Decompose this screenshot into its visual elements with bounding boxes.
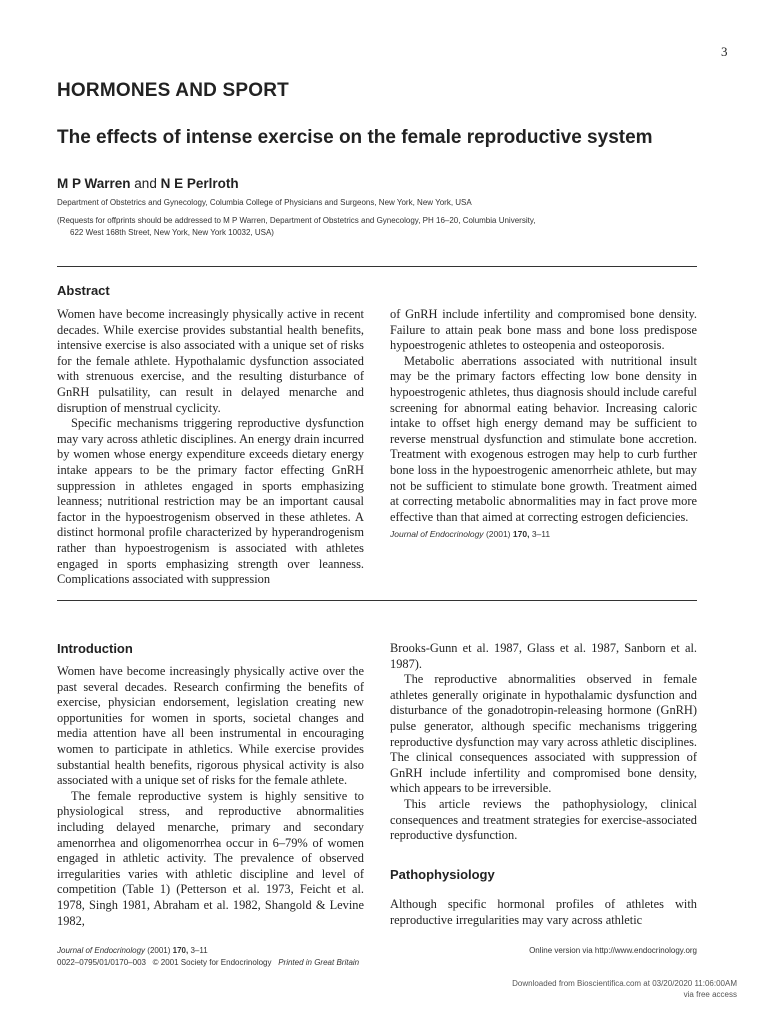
introduction-right-column <box>390 641 697 844</box>
page-number: 3 <box>721 44 728 59</box>
abstract-paragraph: Women have become increasingly physically active in recent decades. While exercise provides substantial health benefits, intensive exercise is also associated with a unique set of risks for the female athlete. Hypothalamic dysfunction associated with strenuous exercise, and the resulting disturbance of GnRH pulsatility, can result in delayed menarche and disruption of menstrual cyclicity. <box>57 307 364 415</box>
footer-citation <box>57 945 208 956</box>
intro-paragraph: The reproductive abnormalities observed in female athletes generally originate in hypothalamic dysfunction and disturbance of the gonadotropin-releasing hormone (GnRH) pulse generator, although specific mechanisms triggering reproductive dysfunction may vary across athletic disciplines. The clinical consequences associated with suppression of GnRH include infertility and compromised bone density, which appears to be irreversible. <box>390 672 697 796</box>
footer-year: (2001) <box>147 946 171 955</box>
download-access: via free access <box>683 990 737 999</box>
author-perlroth: N E Perlroth <box>160 176 239 191</box>
offprint-request <box>57 215 637 239</box>
abstract-paragraph: Metabolic aberrations associated with nutritional insult may be the primary factors effecting low bone density in hypoestrogenic athletes, thus diagnosis should include careful screening for abnormal eating behavior. Increasing caloric intake to offset high energy demand may be sufficient to reverse menstrual dysfunction and stimulate bone accretion. Treatment with exogenous estrogen may help to curb further bone loss in the hypoestrogenic amenorrheic athlete, but may not be sufficient to stimulate bone growth. Treatment aimed at correcting metabolic abnormalities may in fact prove more effective than that aimed at correcting estrogen deficiencies. <box>390 353 697 524</box>
introduction-left-column <box>57 664 364 929</box>
intro-paragraph: The female reproductive system is highly sensitive to physiological stress, and reproductive abnormalities including delayed menarche, primary and secondary amenorrhea and oligomenorrhea occur in 6–79% of women engaged in athletic activity. The prevalence of observed irregularities varies with athletic discipline and level of competition (Table 1) (Petterson et al. 1973, Feicht et al. 1978, Singh 1981, Abraham et al. 1982, Shangold & Levine 1982, <box>57 788 364 928</box>
pathophysiology-column <box>390 897 697 928</box>
abstract-paragraph: Specific mechanisms triggering reproductive dysfunction may vary across athletic disciplines. An energy drain incurred by women whose energy expenditure exceeds dietary energy intake appears to be the primary factor effecting GnRH suppression in athletes engaged in sports emphasizing leanness; nutritional restriction may be an important causal factor in the hypoestrogenism observed in these athletes. A distinct hormonal profile characterized by hyperandrogenism rather than hypoestrogenism is associated with athletes engaged in sports emphasizing strength over leanness. Complications associated with suppression <box>57 416 364 587</box>
citation-journal: Journal of Endocrinology <box>390 529 484 540</box>
footer-issn: 0022–0795/01/0170–003 <box>57 958 146 967</box>
footer-pages: 3–11 <box>190 946 208 955</box>
footer-online: Online version via http://www.endocrinology.org <box>529 946 697 955</box>
abstract-paragraph: of GnRH include infertility and compromised bone density. Failure to attain peak bone mass and bone loss predispose hypoestrogenic athletes to osteopenia and osteoporosis. <box>390 307 697 353</box>
abstract-left-column <box>57 307 364 588</box>
download-line: Downloaded from Bioscientifica.com at 03/20/2020 11:06:00AM <box>512 979 737 988</box>
section-title: HORMONES AND SPORT <box>57 80 289 101</box>
footer-copyright-line <box>57 957 359 968</box>
footer-volume: 170, <box>172 946 189 955</box>
offprint-request-line1: (Requests for offprints should be addressed to M P Warren, Department of Obstetrics and Gynecology, PH 16–20, Columbia University, <box>57 216 536 225</box>
abstract-bottom-divider <box>57 600 697 601</box>
citation-pages: 3–11 <box>531 529 551 540</box>
article-title: The effects of intense exercise on the female reproductive system <box>57 127 653 148</box>
download-notice <box>512 978 737 1000</box>
patho-paragraph: Although specific hormonal profiles of athletes with reproductive irregularities may vary across athletic <box>390 897 697 927</box>
author-conjunction: and <box>134 176 157 191</box>
intro-paragraph: Women have become increasingly physically active over the past several decades. Research confirming the benefits of exercise, physician endorsement, legislation creating new opportunities for women in sports, societal changes and media attention have all been instrumental in encouraging women to participate in athletics. While exercise provides substantial health benefits, rigorous physical activity is also associated with a unique set of risks for the female athlete. <box>57 664 364 788</box>
citation-year: (2001) <box>485 529 511 540</box>
footer-printed: Printed in Great Britain <box>278 958 360 967</box>
top-divider <box>57 266 697 267</box>
intro-paragraph: This article reviews the pathophysiology, clinical consequences and treatment strategies for exercise-associated reproductive dysfunction. <box>390 796 697 843</box>
intro-paragraph: Brooks-Gunn et al. 1987, Glass et al. 1987, Sanborn et al. 1987). <box>390 641 697 671</box>
offprint-request-line2: 622 West 168th Street, New York, New York 10032, USA) <box>70 228 274 237</box>
abstract-citation <box>390 527 697 543</box>
author-list <box>57 176 239 191</box>
abstract-right-column <box>390 307 697 543</box>
footer-journal: Journal of Endocrinology <box>57 946 146 955</box>
citation-volume: 170, <box>512 529 530 540</box>
pathophysiology-heading: Pathophysiology <box>390 867 495 882</box>
footer-copyright: © 2001 Society for Endocrinology <box>152 958 272 967</box>
abstract-heading: Abstract <box>57 283 110 298</box>
introduction-heading: Introduction <box>57 641 133 656</box>
affiliation: Department of Obstetrics and Gynecology, Columbia College of Physicians and Surgeons, New York, New York, USA <box>57 198 472 207</box>
author-warren: M P Warren <box>57 176 131 191</box>
